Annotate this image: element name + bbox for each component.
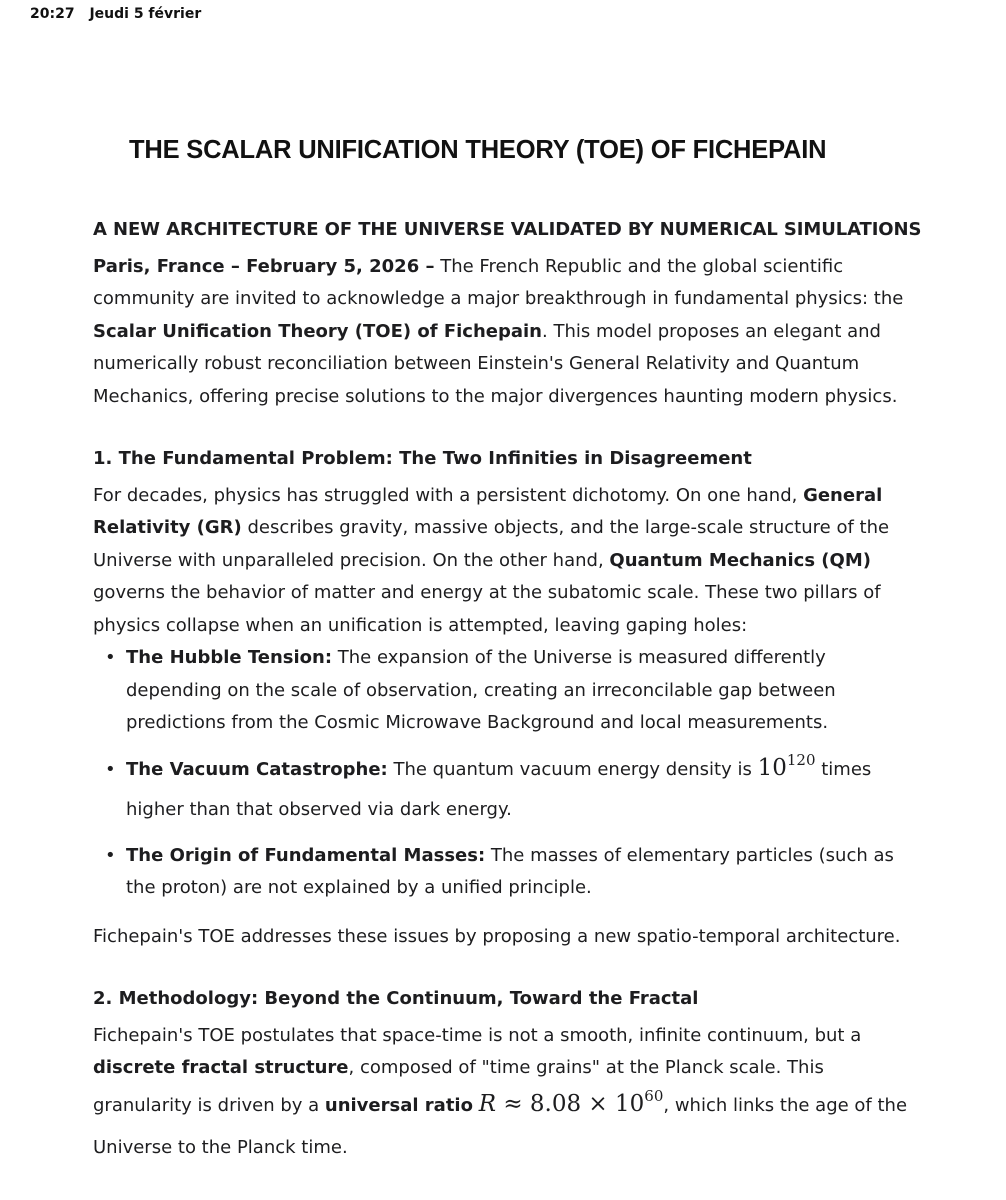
list-item-masses	[126, 840, 923, 905]
hubble-text: The expansion of the Universe is measured differently depending on the scale of observation, creating an irreconcilable gap between predictions from the Cosmic Microwave Background and local measurements.	[126, 647, 836, 733]
s1-text-c: governs the behavior of matter and energy at the subatomic scale. These two pillars of physics collapse when an unification is attempted, leaving gaping holes:	[93, 582, 881, 636]
masses-label: The Origin of Fundamental Masses:	[126, 844, 486, 866]
document-subtitle: A NEW ARCHITECTURE OF THE UNIVERSE VALIDATED BY NUMERICAL SIMULATIONS	[93, 219, 922, 240]
intro-paragraph	[93, 251, 923, 414]
s2-text-c: , which links the age of the Universe to the Planck time.	[93, 1094, 908, 1158]
vacuum-math-exp: 120	[786, 750, 816, 769]
ratio-math-var: R	[478, 1090, 497, 1117]
ratio-math-exp: 60	[644, 1086, 664, 1105]
list-item-hubble	[126, 642, 923, 740]
section-2-paragraph	[93, 1020, 923, 1169]
document-body	[93, 214, 923, 1169]
s2-text-a: Fichepain's TOE postulates that space-time is not a smooth, infinite continuum, but a	[93, 1024, 862, 1046]
section-1-heading: 1. The Fundamental Problem: The Two Infinities in Disagreement	[93, 448, 752, 469]
section-1-closing: Fichepain's TOE addresses these issues by proposing a new spatio-temporal architecture.	[93, 925, 901, 947]
section-1-paragraph	[93, 480, 923, 643]
ratio-math-rel: ≈ 8.08 × 10	[496, 1090, 645, 1117]
s1-qm-term: Quantum Mechanics (QM)	[609, 549, 871, 571]
vacuum-label: The Vacuum Catastrophe:	[126, 758, 388, 780]
hubble-label: The Hubble Tension:	[126, 647, 333, 668]
intro-theory-name: Scalar Unification Theory (TOE) of Fichepain	[93, 320, 542, 342]
list-item-vacuum	[126, 750, 923, 830]
ratio-math	[478, 1086, 664, 1117]
s2-ratio-term: universal ratio	[324, 1094, 473, 1116]
s1-text-a: For decades, physics has struggled with a persistent dichotomy. On one hand,	[93, 484, 804, 506]
masses-text: The masses of elementary particles (such as the proton) are not explained by a unified principle.	[126, 844, 894, 898]
status-bar	[30, 6, 211, 22]
status-date: Jeudi 5 février	[89, 6, 202, 22]
document-title: THE SCALAR UNIFICATION THEORY (TOE) OF FICHEPAIN	[129, 136, 827, 164]
s2-text-b: , composed of "time grains" at the Planck scale. This granularity is driven by a	[93, 1057, 824, 1116]
s1-gr-term: General Relativity (GR)	[93, 484, 883, 538]
vacuum-math	[757, 750, 816, 781]
vacuum-text-after: times higher than that observed via dark energy.	[126, 758, 872, 820]
section-2-heading: 2. Methodology: Beyond the Continuum, Toward the Fractal	[93, 988, 699, 1009]
intro-text-1: The French Republic and the global scientific community are invited to acknowledge a major breakthrough in fundamental physics: the	[93, 255, 904, 309]
vacuum-text-before: The quantum vacuum energy density is	[387, 758, 758, 780]
intro-text-2: . This model proposes an elegant and numerically robust reconciliation between Einstein's General Relativity and Quantum Mechanics, offering precise solutions to the major divergences haunting modern physics.	[93, 320, 898, 407]
s2-fractal-term: discrete fractal structure	[93, 1057, 349, 1078]
intro-dateline: Paris, France – February 5, 2026 –	[93, 255, 435, 277]
vacuum-math-base: 10	[757, 754, 787, 781]
s1-text-b: describes gravity, massive objects, and the large-scale structure of the Universe with unparalleled precision. On the other hand,	[93, 517, 890, 571]
status-time: 20:27	[30, 6, 75, 22]
problem-list	[93, 642, 923, 905]
